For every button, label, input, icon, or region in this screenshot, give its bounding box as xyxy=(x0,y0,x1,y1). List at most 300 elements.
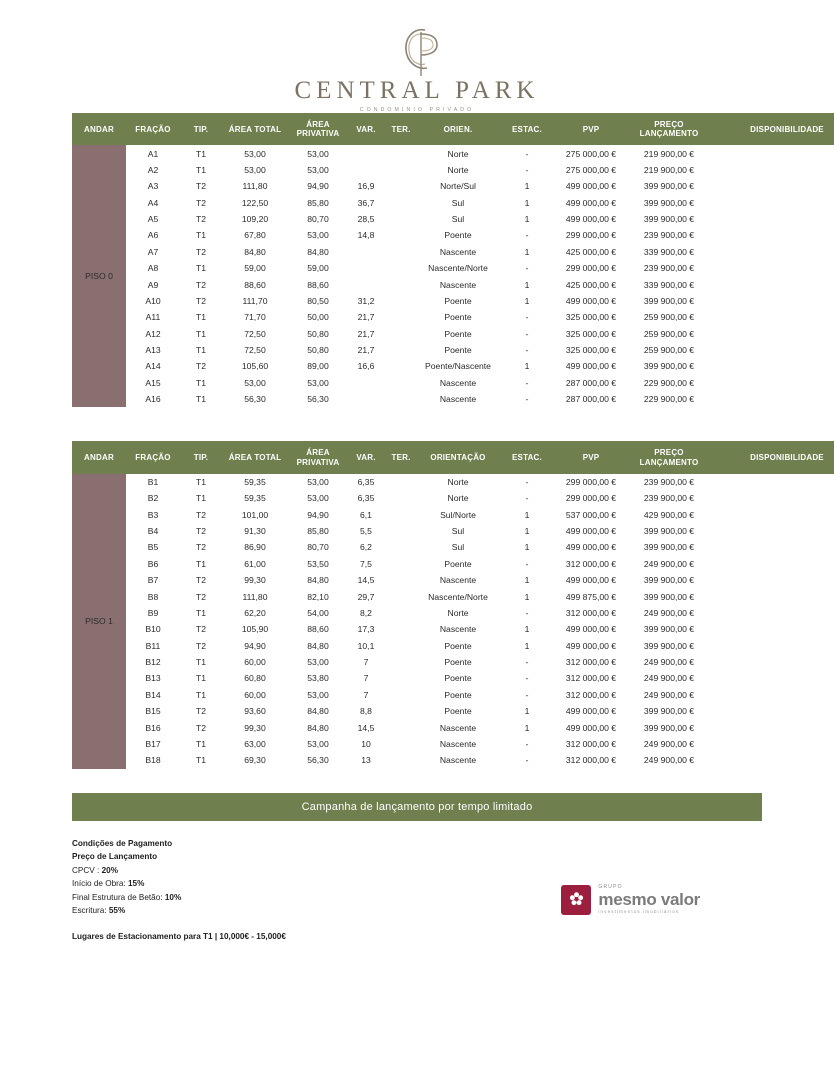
cell-area-privativa: 85,80 xyxy=(307,197,329,208)
cell-disponibilidade xyxy=(712,490,834,506)
cell-pvp: 499 000,00 € xyxy=(565,624,617,635)
cell-area-privativa: 53,00 xyxy=(307,493,329,504)
cell-area-total: 111,80 xyxy=(242,181,268,192)
cell-ter xyxy=(384,507,418,523)
cell-fracao: B11 xyxy=(145,640,161,651)
cell-var: 10 xyxy=(361,738,371,749)
cell-disponibilidade xyxy=(712,523,834,539)
cell-preco-lancamento: 249 900,00 € xyxy=(643,755,695,766)
cell-area-total: 111,70 xyxy=(242,295,268,306)
cell-ter xyxy=(384,752,418,768)
cell-fracao: A10 xyxy=(145,295,161,306)
cell-disponibilidade xyxy=(712,326,834,342)
cell-fracao: A2 xyxy=(147,164,159,175)
brand-subtitle: CONDOMÍNIO PRIVADO xyxy=(359,107,475,113)
cell-fracao: A11 xyxy=(145,312,161,323)
cell-area-total: 84,80 xyxy=(244,246,266,257)
cell-area-privativa: 88,60 xyxy=(307,624,329,635)
cell-estac: 1 xyxy=(524,214,530,225)
cell-disponibilidade xyxy=(712,588,834,604)
table-row xyxy=(72,556,834,572)
cell-orientacao: Poente xyxy=(444,345,472,356)
table-row xyxy=(72,326,834,342)
cell-area-total: 101,00 xyxy=(241,509,269,520)
cell-var: 31,2 xyxy=(357,295,375,306)
cell-var: 14,8 xyxy=(357,230,375,241)
partner-logo xyxy=(561,885,700,915)
cell-disponibilidade xyxy=(712,391,834,407)
cell-var: 21,7 xyxy=(357,328,375,339)
cell-preco-lancamento: 399 900,00 € xyxy=(643,722,695,733)
cell-orientacao: Norte xyxy=(447,476,469,487)
col-preco-lancamento: PREÇO LANÇAMENTO xyxy=(626,113,712,145)
cell-estac: - xyxy=(525,230,529,241)
cell-ter xyxy=(384,490,418,506)
cell-orientacao: Norte/Sul xyxy=(440,181,476,192)
cell-fracao: B14 xyxy=(145,689,161,700)
cell-fracao: A8 xyxy=(147,263,159,274)
cell-ter xyxy=(384,211,418,227)
col-pvp: PVP xyxy=(556,441,626,473)
cell-area-total: 69,30 xyxy=(244,755,266,766)
cell-tip: T1 xyxy=(195,755,207,766)
cell-var: 13 xyxy=(361,755,371,766)
cell-area-total: 72,50 xyxy=(244,328,266,339)
cell-fracao: B13 xyxy=(145,673,161,684)
cell-disponibilidade xyxy=(712,309,834,325)
partner-name: mesmo valor xyxy=(598,889,700,909)
cell-fracao: A7 xyxy=(147,246,159,257)
brand-header xyxy=(0,0,834,113)
floor-label: PISO 1 xyxy=(72,474,126,769)
cell-ter xyxy=(384,736,418,752)
cell-area-total: 59,35 xyxy=(244,493,266,504)
col-orientacao: ORIENTAÇÃO xyxy=(418,441,498,473)
table-piso-0-wrap xyxy=(72,113,824,407)
cell-pvp: 499 000,00 € xyxy=(565,197,617,208)
cell-disponibilidade xyxy=(712,752,834,768)
table-header-row xyxy=(72,441,834,473)
cell-area-total: 53,00 xyxy=(244,377,266,388)
cell-orientacao: Poente xyxy=(444,657,472,668)
cell-area-privativa: 94,90 xyxy=(307,509,329,520)
cell-tip: T1 xyxy=(195,657,207,668)
table-row xyxy=(72,195,834,211)
cell-pvp: 299 000,00 € xyxy=(565,230,617,241)
cell-disponibilidade xyxy=(712,211,834,227)
table-row xyxy=(72,227,834,243)
cell-fracao: A3 xyxy=(147,181,159,192)
condition-item xyxy=(72,877,286,891)
cell-disponibilidade xyxy=(712,145,834,161)
col-ter: TER. xyxy=(384,113,418,145)
cell-orientacao: Sul xyxy=(451,214,465,225)
cell-disponibilidade xyxy=(712,638,834,654)
cell-ter xyxy=(384,260,418,276)
table-row xyxy=(72,178,834,194)
table-row xyxy=(72,572,834,588)
cell-orientacao: Nascente xyxy=(439,394,477,405)
cell-ter xyxy=(384,719,418,735)
cell-fracao: A13 xyxy=(145,345,161,356)
cell-orientacao: Nascente/Norte xyxy=(428,591,488,602)
cell-preco-lancamento: 399 900,00 € xyxy=(643,575,695,586)
cell-fracao: B10 xyxy=(145,624,161,635)
cell-estac: 1 xyxy=(524,624,530,635)
cell-area-privativa: 53,50 xyxy=(307,558,329,569)
cell-orientacao: Poente xyxy=(444,673,472,684)
cell-preco-lancamento: 259 900,00 € xyxy=(643,328,695,339)
cell-ter xyxy=(384,326,418,342)
col-tip: TIP. xyxy=(180,441,222,473)
table-row xyxy=(72,736,834,752)
cell-disponibilidade xyxy=(712,227,834,243)
cell-var xyxy=(348,391,384,407)
cell-disponibilidade xyxy=(712,375,834,391)
table-row xyxy=(72,309,834,325)
cell-disponibilidade xyxy=(712,670,834,686)
cell-var: 28,5 xyxy=(357,214,375,225)
cell-preco-lancamento: 249 900,00 € xyxy=(643,673,695,684)
cell-area-total: 88,60 xyxy=(244,279,266,290)
cell-tip: T2 xyxy=(195,591,207,602)
cell-orientacao: Poente xyxy=(444,640,472,651)
cell-var: 14,5 xyxy=(357,722,375,733)
cell-preco-lancamento: 249 900,00 € xyxy=(643,657,695,668)
col-area-privativa: ÁREA PRIVATIVA xyxy=(288,113,348,145)
cell-area-total: 122,50 xyxy=(241,197,269,208)
cell-estac: - xyxy=(525,345,529,356)
cell-tip: T2 xyxy=(195,246,207,257)
cell-tip: T1 xyxy=(195,738,207,749)
cell-area-total: 60,80 xyxy=(244,673,266,684)
cell-var xyxy=(348,276,384,292)
cell-preco-lancamento: 399 900,00 € xyxy=(643,542,695,553)
cell-disponibilidade xyxy=(712,293,834,309)
cell-estac: 1 xyxy=(524,197,530,208)
cell-fracao: B3 xyxy=(147,509,159,520)
cell-var: 6,35 xyxy=(357,493,375,504)
cell-pvp: 299 000,00 € xyxy=(565,263,617,274)
col-var: VAR. xyxy=(348,113,384,145)
cell-ter xyxy=(384,556,418,572)
cell-tip: T2 xyxy=(195,526,207,537)
cell-estac: 1 xyxy=(524,246,530,257)
cell-preco-lancamento: 259 900,00 € xyxy=(643,345,695,356)
cell-orientacao: Nascente xyxy=(439,575,477,586)
condition-value: 20% xyxy=(101,865,118,875)
cell-var: 17,3 xyxy=(357,624,375,635)
table-row xyxy=(72,260,834,276)
table-row xyxy=(72,670,834,686)
cell-estac: - xyxy=(525,493,529,504)
cell-ter xyxy=(384,687,418,703)
cell-tip: T1 xyxy=(195,263,207,274)
cell-tip: T2 xyxy=(195,509,207,520)
cell-area-privativa: 53,00 xyxy=(307,738,329,749)
cell-area-privativa: 53,00 xyxy=(307,230,329,241)
cell-disponibilidade xyxy=(712,703,834,719)
col-fracao: FRAÇÃO xyxy=(126,113,180,145)
floor-label: PISO 0 xyxy=(72,145,126,407)
cell-fracao: B6 xyxy=(147,558,159,569)
cell-estac: - xyxy=(525,312,529,323)
cell-pvp: 312 000,00 € xyxy=(565,689,617,700)
condition-value: 55% xyxy=(108,906,126,916)
cell-preco-lancamento: 239 900,00 € xyxy=(643,476,695,487)
cell-tip: T1 xyxy=(195,476,207,487)
cell-estac: 1 xyxy=(524,706,530,717)
cell-orientacao: Norte xyxy=(447,493,469,504)
cell-disponibilidade xyxy=(712,605,834,621)
condition-label: Início de Obra: xyxy=(72,879,126,889)
col-disponibilidade: DISPONIBILIDADE xyxy=(712,113,834,145)
cell-preco-lancamento: 399 900,00 € xyxy=(643,214,695,225)
condition-item xyxy=(72,864,286,878)
cell-area-total: 93,60 xyxy=(244,706,266,717)
cell-disponibilidade xyxy=(712,474,834,490)
cell-area-privativa: 80,70 xyxy=(307,542,329,553)
payment-conditions xyxy=(72,837,762,941)
cell-var: 7 xyxy=(363,673,369,684)
conditions-list xyxy=(72,837,286,918)
col-preco-lancamento: PREÇO LANÇAMENTO xyxy=(626,441,712,473)
table-row xyxy=(72,654,834,670)
cell-pvp: 499 000,00 € xyxy=(565,722,617,733)
cell-pvp: 499 000,00 € xyxy=(565,181,617,192)
cell-fracao: A4 xyxy=(147,197,159,208)
cell-orientacao: Poente xyxy=(444,230,472,241)
cell-tip: T2 xyxy=(195,640,207,651)
cell-orientacao: Nascente xyxy=(439,738,477,749)
cell-tip: T1 xyxy=(195,377,207,388)
cell-area-total: 60,00 xyxy=(244,689,266,700)
cell-pvp: 287 000,00 € xyxy=(565,394,617,405)
cell-tip: T2 xyxy=(195,624,207,635)
cell-var: 14,5 xyxy=(357,575,375,586)
table-row xyxy=(72,588,834,604)
cell-pvp: 312 000,00 € xyxy=(565,558,617,569)
cell-disponibilidade xyxy=(712,195,834,211)
cell-area-privativa: 80,50 xyxy=(307,295,329,306)
cell-ter xyxy=(384,670,418,686)
cell-tip: T1 xyxy=(195,558,207,569)
col-andar: ANDAR xyxy=(72,441,126,473)
col-orientacao: ORIEN. xyxy=(418,113,498,145)
cell-ter xyxy=(384,703,418,719)
cell-tip: T1 xyxy=(195,148,207,159)
table-row xyxy=(72,719,834,735)
cell-area-total: 59,35 xyxy=(244,476,266,487)
cell-estac: 1 xyxy=(524,542,530,553)
cell-var: 21,7 xyxy=(357,345,375,356)
partner-text xyxy=(598,885,700,915)
cell-tip: T1 xyxy=(195,230,207,241)
conditions-title: Condições de Pagamento xyxy=(72,838,173,848)
cell-tip: T1 xyxy=(195,345,207,356)
cell-preco-lancamento: 239 900,00 € xyxy=(643,493,695,504)
cell-area-privativa: 53,00 xyxy=(307,164,329,175)
cell-orientacao: Poente/Nascente xyxy=(425,361,491,372)
cell-orientacao: Norte xyxy=(447,164,469,175)
cell-estac: 1 xyxy=(524,279,530,290)
cell-ter xyxy=(384,391,418,407)
cell-var: 6,2 xyxy=(360,542,372,553)
cell-orientacao: Nascente xyxy=(439,755,477,766)
table-row xyxy=(72,145,834,161)
table-row xyxy=(72,276,834,292)
cell-fracao: A12 xyxy=(145,328,161,339)
cell-var: 36,7 xyxy=(357,197,375,208)
cell-orientacao: Nascente xyxy=(439,624,477,635)
cell-ter xyxy=(384,358,418,374)
table-piso-1 xyxy=(72,441,834,768)
cell-estac: 1 xyxy=(524,591,530,602)
table-row xyxy=(72,752,834,768)
table-row xyxy=(72,293,834,309)
cell-preco-lancamento: 399 900,00 € xyxy=(643,591,695,602)
cell-fracao: B17 xyxy=(145,738,161,749)
cell-orientacao: Poente xyxy=(444,328,472,339)
cell-preco-lancamento: 399 900,00 € xyxy=(643,624,695,635)
cell-tip: T1 xyxy=(195,493,207,504)
cell-var xyxy=(348,244,384,260)
cell-disponibilidade xyxy=(712,260,834,276)
partner-tagline: investimentos imobiliários xyxy=(598,908,680,914)
condition-label: CPCV : xyxy=(72,865,100,875)
cell-fracao: B12 xyxy=(145,657,161,668)
cell-pvp: 499 000,00 € xyxy=(565,575,617,586)
cell-disponibilidade xyxy=(712,342,834,358)
cell-ter xyxy=(384,474,418,490)
cell-tip: T2 xyxy=(195,181,207,192)
cell-fracao: B4 xyxy=(147,526,159,537)
cell-preco-lancamento: 219 900,00 € xyxy=(643,148,695,159)
cell-preco-lancamento: 399 900,00 € xyxy=(643,295,695,306)
cell-pvp: 325 000,00 € xyxy=(565,312,617,323)
condition-label: Final Estrutura de Betão: xyxy=(72,892,163,902)
cell-estac: - xyxy=(525,148,529,159)
cell-var xyxy=(348,162,384,178)
cell-preco-lancamento: 399 900,00 € xyxy=(643,706,695,717)
cell-area-privativa: 56,30 xyxy=(307,755,329,766)
cell-area-total: 61,00 xyxy=(244,558,266,569)
cell-area-privativa: 54,00 xyxy=(307,607,329,618)
cell-area-total: 53,00 xyxy=(244,164,266,175)
cell-pvp: 325 000,00 € xyxy=(565,328,617,339)
cell-pvp: 287 000,00 € xyxy=(565,377,617,388)
cell-preco-lancamento: 249 900,00 € xyxy=(643,558,695,569)
cell-var: 16,9 xyxy=(357,181,375,192)
cell-pvp: 275 000,00 € xyxy=(565,164,617,175)
cell-var: 6,35 xyxy=(357,476,375,487)
cell-orientacao: Poente xyxy=(444,558,472,569)
cell-preco-lancamento: 339 900,00 € xyxy=(643,246,695,257)
cell-tip: T2 xyxy=(195,214,207,225)
cell-area-privativa: 94,90 xyxy=(307,181,329,192)
cell-tip: T2 xyxy=(195,295,207,306)
cell-area-total: 105,60 xyxy=(241,361,269,372)
cell-var: 8,2 xyxy=(360,607,372,618)
cell-area-total: 59,00 xyxy=(244,263,266,274)
table-piso-1-body xyxy=(72,474,834,769)
cell-pvp: 499 000,00 € xyxy=(565,640,617,651)
cell-area-privativa: 50,80 xyxy=(307,328,329,339)
cell-pvp: 499 000,00 € xyxy=(565,706,617,717)
cell-tip: T1 xyxy=(195,164,207,175)
cell-var: 21,7 xyxy=(357,312,375,323)
cell-orientacao: Nascente xyxy=(439,246,477,257)
cell-disponibilidade xyxy=(712,244,834,260)
cell-orientacao: Nascente xyxy=(439,722,477,733)
cell-area-total: 86,90 xyxy=(244,542,266,553)
cell-pvp: 312 000,00 € xyxy=(565,673,617,684)
cell-disponibilidade xyxy=(712,654,834,670)
cell-area-privativa: 53,80 xyxy=(307,673,329,684)
cell-pvp: 312 000,00 € xyxy=(565,738,617,749)
cell-tip: T2 xyxy=(195,575,207,586)
col-area-total: ÁREA TOTAL xyxy=(222,441,288,473)
cell-disponibilidade xyxy=(712,358,834,374)
cell-ter xyxy=(384,375,418,391)
cell-preco-lancamento: 219 900,00 € xyxy=(643,164,695,175)
cell-tip: T1 xyxy=(195,607,207,618)
cell-preco-lancamento: 229 900,00 € xyxy=(643,377,695,388)
cell-orientacao: Norte xyxy=(447,148,469,159)
col-area-privativa: ÁREA PRIVATIVA xyxy=(288,441,348,473)
cell-fracao: A5 xyxy=(147,214,159,225)
table-header-row xyxy=(72,113,834,145)
cell-estac: - xyxy=(525,673,529,684)
cell-estac: 1 xyxy=(524,509,530,520)
cell-area-total: 67,80 xyxy=(244,230,266,241)
cell-ter xyxy=(384,588,418,604)
cell-area-privativa: 89,00 xyxy=(307,361,329,372)
conditions-subtitle: Preço de Lançamento xyxy=(72,852,158,862)
cell-ter xyxy=(384,244,418,260)
parking-note: Lugares de Estacionamento para T1 | 10,000€ - 15,000€ xyxy=(72,931,286,941)
cell-orientacao: Poente xyxy=(444,706,472,717)
col-area-total: ÁREA TOTAL xyxy=(222,113,288,145)
cell-area-total: 94,90 xyxy=(244,640,266,651)
cell-pvp: 499 000,00 € xyxy=(565,361,617,372)
cell-tip: T1 xyxy=(195,312,207,323)
col-pvp: PVP xyxy=(556,113,626,145)
cell-pvp: 499 000,00 € xyxy=(565,295,617,306)
cell-area-total: 91,30 xyxy=(244,526,266,537)
table-piso-0-body xyxy=(72,145,834,407)
monogram-cp-icon xyxy=(381,24,453,82)
cell-ter xyxy=(384,162,418,178)
cell-preco-lancamento: 429 900,00 € xyxy=(643,509,695,520)
table-row xyxy=(72,507,834,523)
table-row xyxy=(72,474,834,490)
col-fracao: FRAÇÃO xyxy=(126,441,180,473)
cell-fracao: A1 xyxy=(147,148,159,159)
table-row xyxy=(72,391,834,407)
cell-estac: - xyxy=(525,476,529,487)
cell-tip: T2 xyxy=(195,361,207,372)
table-row xyxy=(72,342,834,358)
cell-var: 6,1 xyxy=(360,509,372,520)
cell-preco-lancamento: 399 900,00 € xyxy=(643,181,695,192)
cell-area-privativa: 84,80 xyxy=(307,706,329,717)
cell-estac: 1 xyxy=(524,295,530,306)
cell-ter xyxy=(384,605,418,621)
cell-var: 16,6 xyxy=(357,361,375,372)
cell-fracao: B1 xyxy=(147,476,159,487)
cell-orientacao: Sul xyxy=(451,197,465,208)
